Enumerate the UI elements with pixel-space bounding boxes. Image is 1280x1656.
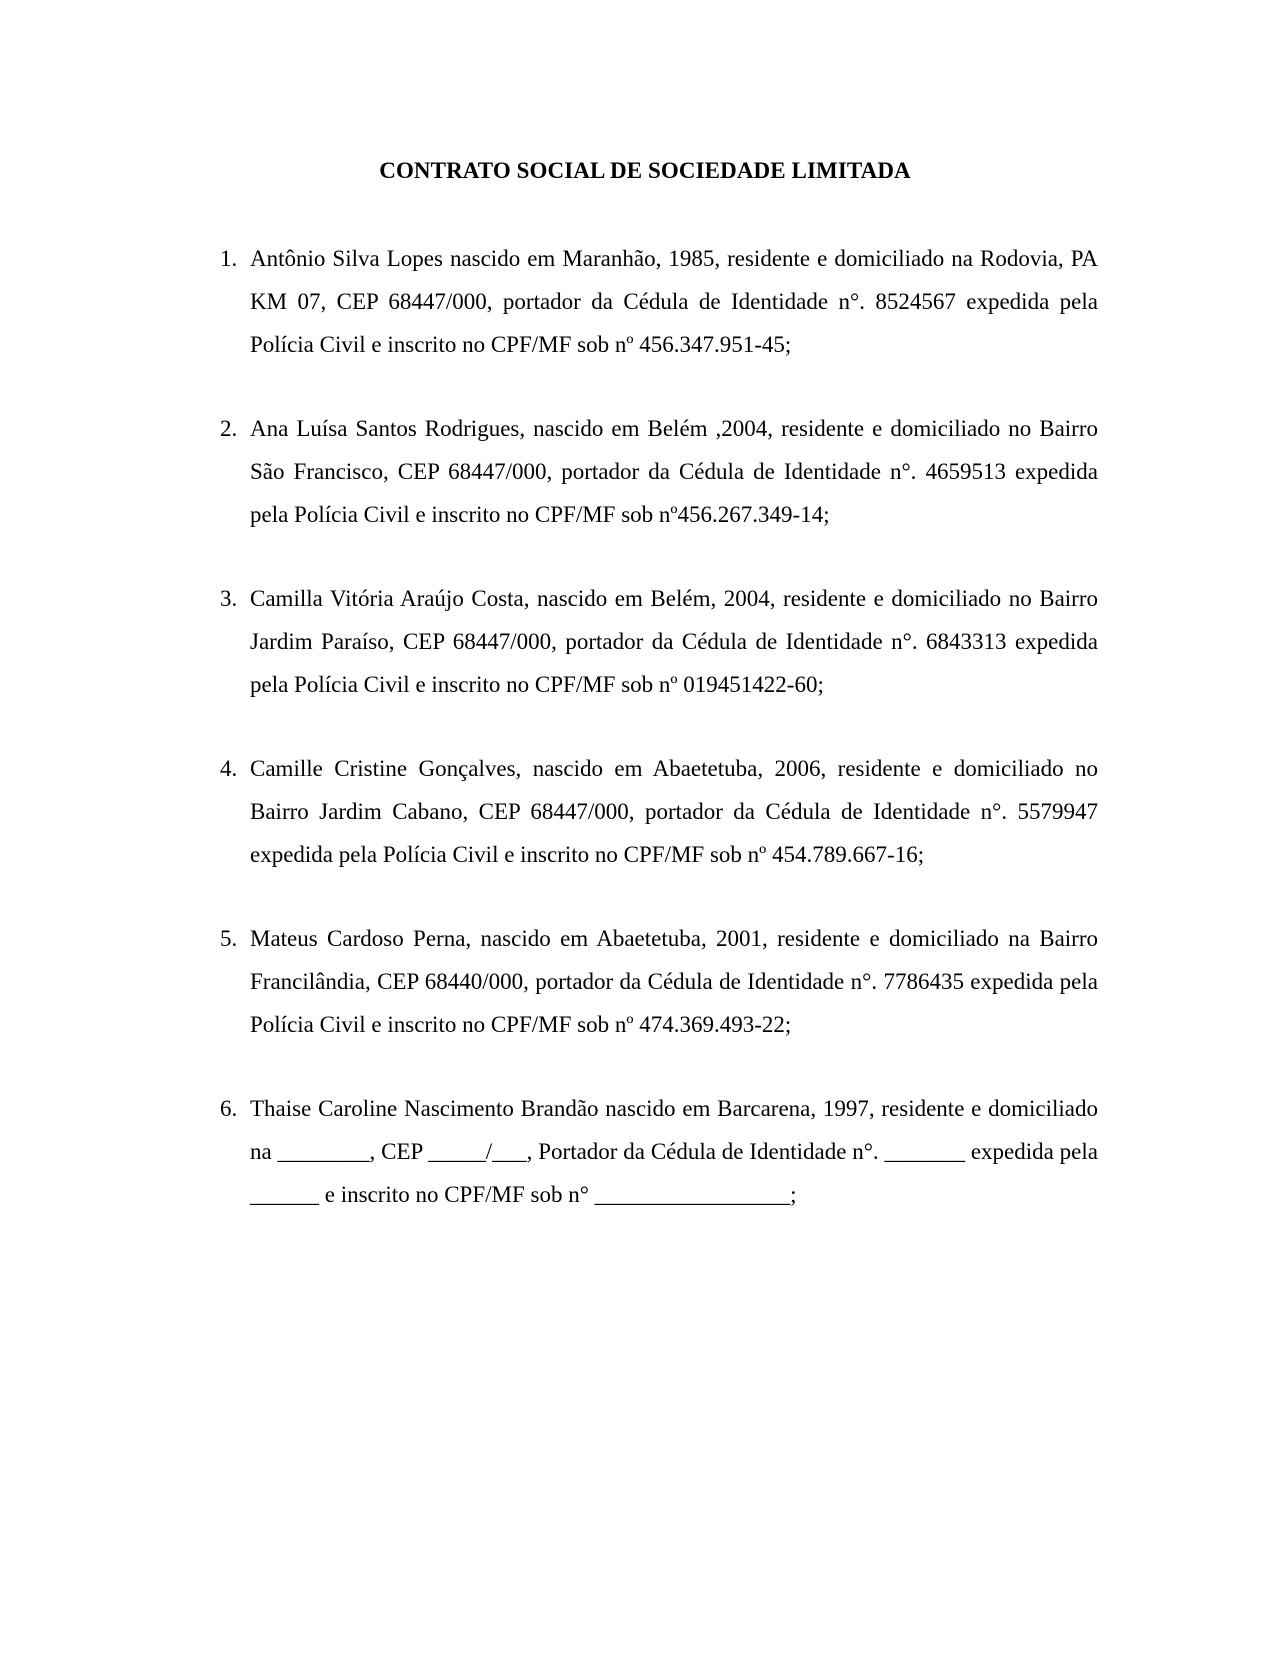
clause-number: 3. xyxy=(220,586,238,611)
clause-item xyxy=(218,1087,1098,1216)
clause-number: 2. xyxy=(220,416,238,441)
clause-text: Antônio Silva Lopes nascido em Maranhão, 1985, residente e domiciliado na Rodovia, PA KM 07, CEP 68447/000, portador da Cédula de Identidade n°. 8524567 expedida pela Polícia Civil e inscrito no CPF/MF sob nº 456.347.951-45; xyxy=(250,246,1098,357)
clause-text: Mateus Cardoso Perna, nascido em Abaetetuba, 2001, residente e domiciliado na Bairro Francilândia, CEP 68440/000, portador da Cédula de Identidade n°. 7786435 expedida pela Polícia Civil e inscrito no CPF/MF sob nº 474.369.493-22; xyxy=(250,926,1098,1037)
clause-item xyxy=(218,577,1098,706)
clause-number: 1. xyxy=(220,246,238,271)
clause-item xyxy=(218,917,1098,1046)
document-title: CONTRATO SOCIAL DE SOCIEDADE LIMITADA xyxy=(379,158,911,183)
clause-number: 6. xyxy=(220,1096,238,1121)
clause-item xyxy=(218,237,1098,366)
clause-text: Camille Cristine Gonçalves, nascido em Abaetetuba, 2006, residente e domiciliado no Bairro Jardim Cabano, CEP 68447/000, portador da Cédula de Identidade n°. 5579947 expedida pela Polícia Civil e inscrito no CPF/MF sob nº 454.789.667-16; xyxy=(250,756,1098,867)
clause-text: Thaise Caroline Nascimento Brandão nascido em Barcarena, 1997, residente e domiciliado na ________, CEP _____/___, Portador da Cédula de Identidade n°. _______ expedida pela ______ e inscrito no CPF/MF sob n° _________________; xyxy=(250,1096,1098,1207)
clause-item xyxy=(218,407,1098,536)
clause-number: 5. xyxy=(220,926,238,951)
clause-list xyxy=(218,237,1098,1257)
clause-number: 4. xyxy=(220,756,238,781)
clause-item xyxy=(218,747,1098,876)
clause-text: Camilla Vitória Araújo Costa, nascido em Belém, 2004, residente e domiciliado no Bairro Jardim Paraíso, CEP 68447/000, portador da Cédula de Identidade n°. 6843313 expedida pela Polícia Civil e inscrito no CPF/MF sob nº 019451422-60; xyxy=(250,586,1098,697)
clause-text: Ana Luísa Santos Rodrigues, nascido em Belém ,2004, residente e domiciliado no Bairro São Francisco, CEP 68447/000, portador da Cédula de Identidade n°. 4659513 expedida pela Polícia Civil e inscrito no CPF/MF sob nº456.267.349-14; xyxy=(250,416,1098,527)
